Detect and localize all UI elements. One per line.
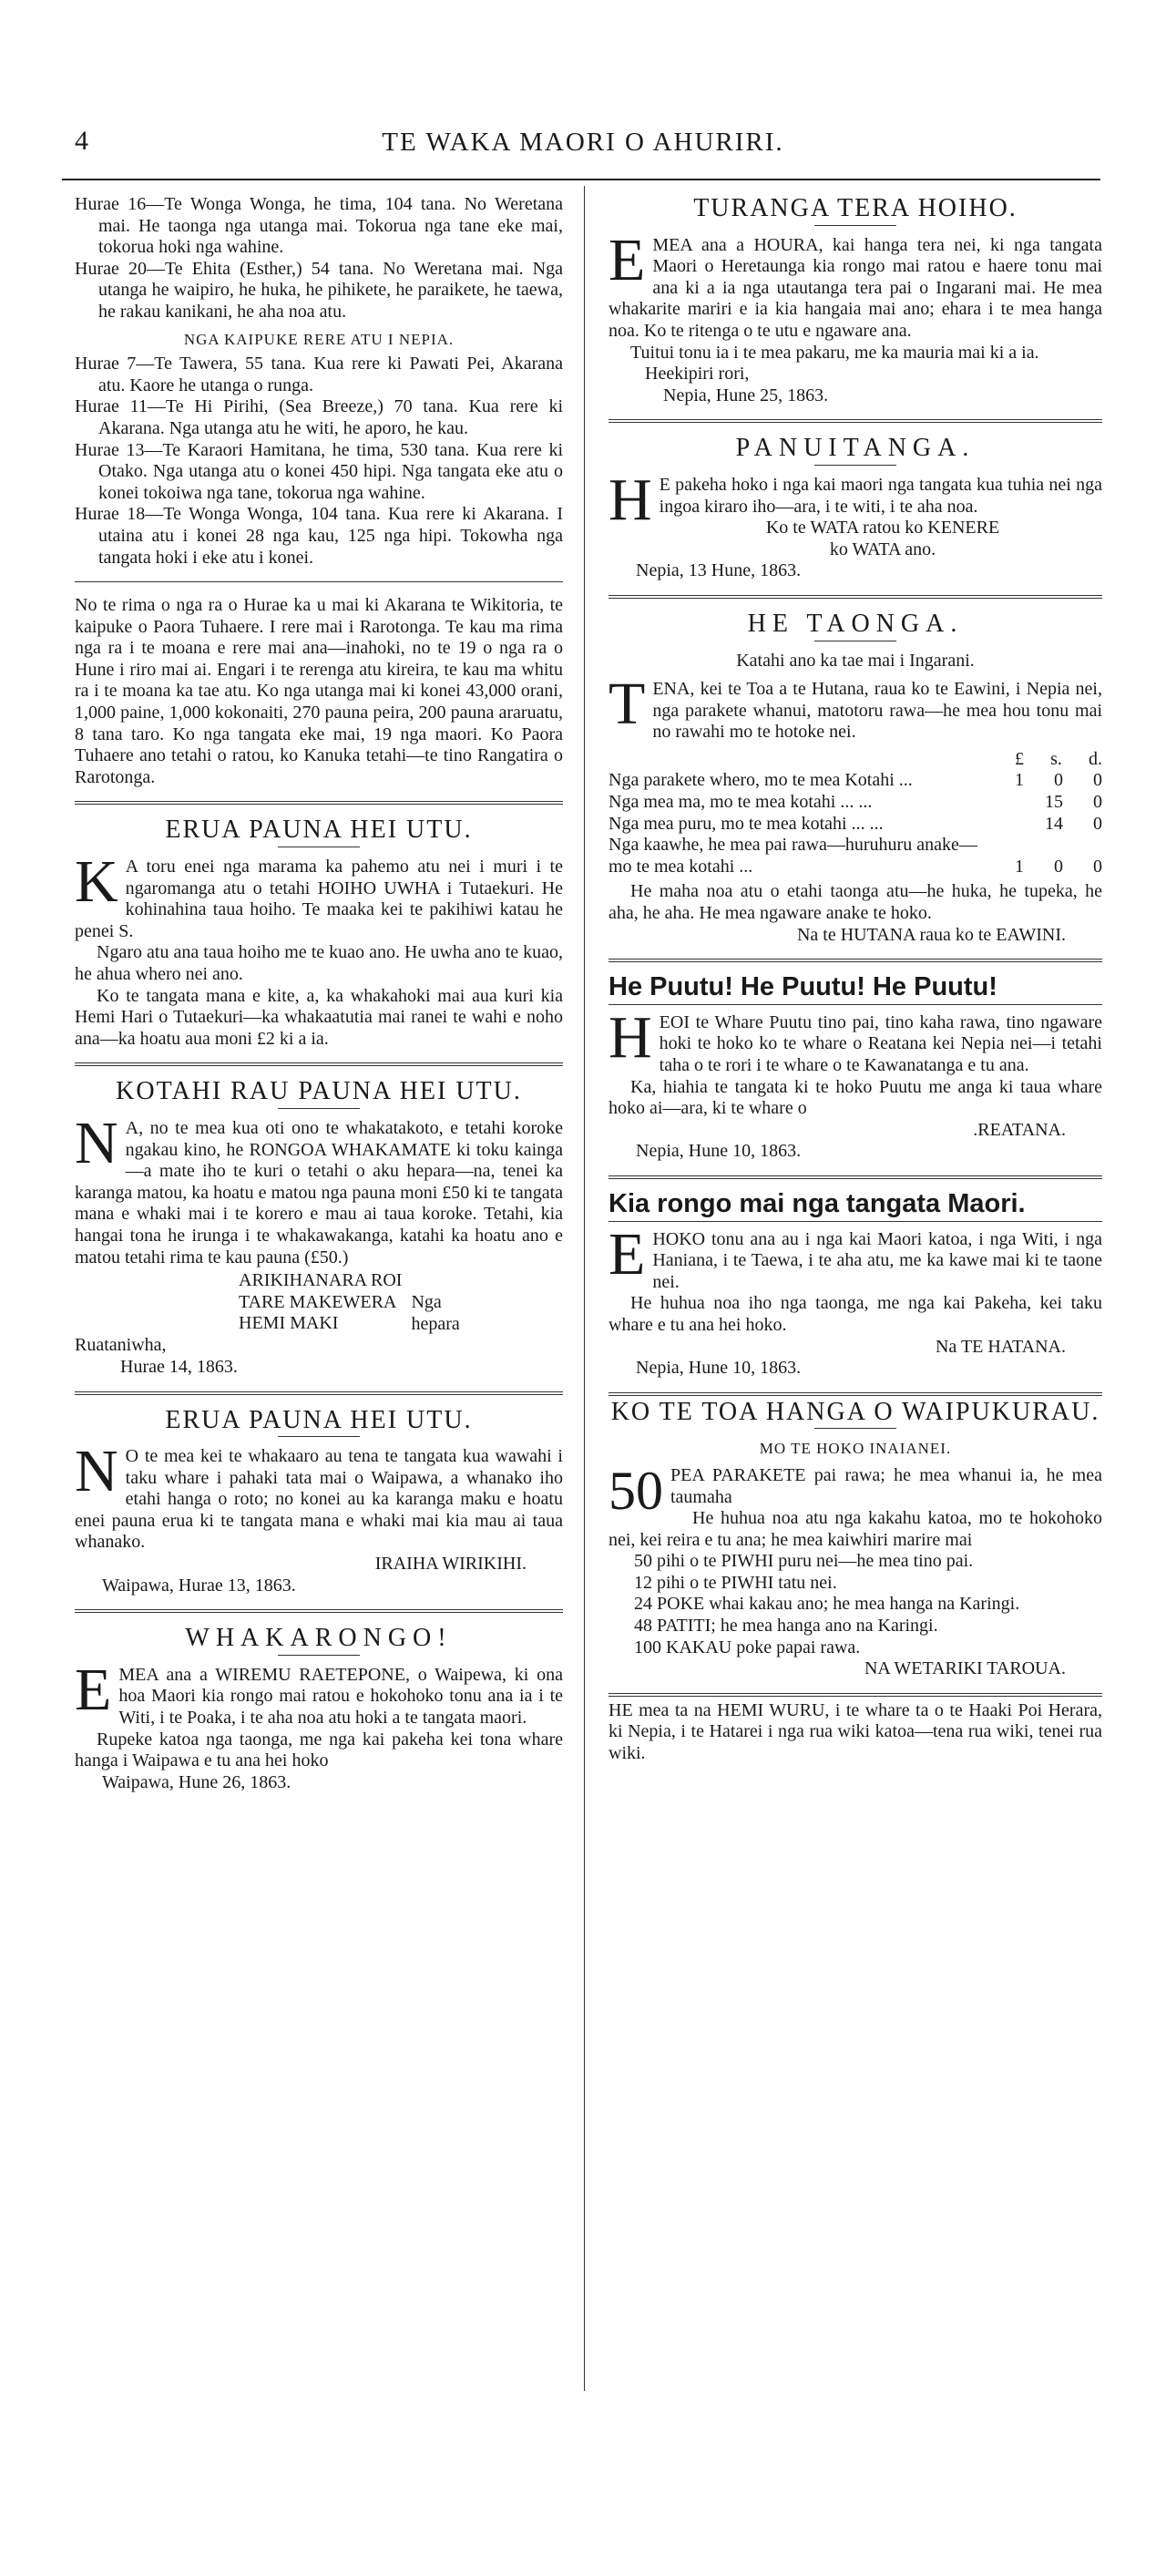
heading-dash <box>278 1436 360 1437</box>
heading-dash <box>814 1428 896 1429</box>
section-rule <box>609 1693 1102 1697</box>
price-item: Nga kaawhe, he mea pai rawa—huruhuru anake—mo te mea kotahi ... <box>609 835 977 877</box>
ad-signer: Na TE HATANA. <box>935 1336 1066 1357</box>
drop-cap: T <box>609 671 646 738</box>
signers-block <box>239 1270 563 1335</box>
section-rule <box>609 419 1102 423</box>
section-rule <box>75 1062 563 1066</box>
price-pence: 0 <box>1093 770 1102 791</box>
drop-cap: E <box>75 1656 112 1723</box>
printer-notice: HE mea ta na HEMI WURU, i te whare ta o te Haaki Poi Herara, ki Nepia, i te Hatarei i nga rua wiki katoa—tena rua wiki, tenei rua wiki. <box>609 1699 1102 1764</box>
ad-body: He maha noa atu o etahi taonga atu—he huka, he tupeka, he aha, he aha. He mea ngaware anake te hoko. <box>609 881 1102 924</box>
drop-cap: H <box>609 466 652 533</box>
ad-body: He huhua noa iho nga taonga, me nga kai Pakeha, kei taku whare e tu ana hei hoko. <box>609 1293 1102 1335</box>
ad-date: Nepia, Hune 25, 1863. <box>663 385 829 405</box>
drop-cap: N <box>75 1438 118 1505</box>
shipping-entry: Hurae 7—Te Tawera, 55 tana. Kua rere ki Pawati Pei, Akarana atu. Kaore he utanga o runga. <box>75 354 563 395</box>
ad-place: Ruataniwha, <box>75 1335 167 1356</box>
price-item: Nga mea puru, mo te mea kotahi ... ... <box>609 813 884 834</box>
drop-cap: H <box>609 1003 652 1071</box>
ad-subheading: Katahi ano ka tae mai i Ingarani. <box>736 650 975 671</box>
price-shillings: 0 <box>1054 770 1063 791</box>
ad-heading: Kia rongo mai nga tangata Maori. <box>609 1188 1026 1218</box>
ad-signer: NA WETARIKI TAROUA. <box>864 1658 1066 1679</box>
heading-dash <box>278 1108 360 1109</box>
ad-heading: He Puutu! He Puutu! He Puutu! <box>609 972 997 1002</box>
ad-signer: Heekipiri rori, <box>645 364 750 385</box>
price-row <box>609 792 1102 814</box>
price-row <box>609 770 1102 792</box>
list-item: 48 PATITI; he mea hanga ano na Karingi. <box>634 1616 938 1637</box>
section-rule <box>609 1175 1102 1179</box>
drop-cap: 50 <box>609 1460 663 1521</box>
ad-signer: .REATANA. <box>973 1119 1066 1140</box>
ad-heading: HE TAONGA. <box>747 609 964 638</box>
masthead: TE WAKA MAORI O AHURIRI. <box>382 128 784 157</box>
heading-dash <box>814 225 896 226</box>
ad-signer: ko WATA ano. <box>829 539 936 559</box>
ad-heading: KOTAHI RAU PAUNA HEI UTU. <box>116 1077 522 1106</box>
signer-role: hepara <box>411 1313 460 1334</box>
price-shillings: 0 <box>1054 856 1063 877</box>
ad-body: Ko te tangata mana e kite, a, ka whakahoki mai aua kuri kia Hemi Hari o Tutaekuri—ka whakaatutia mai ranei te wahi e noho ana—ka hoatu aua moni £2 ki a ia. <box>75 985 563 1049</box>
ad-subheading: MO TE HOKO INAIANEI. <box>759 1440 952 1458</box>
signer-name: HEMI MAKI <box>239 1313 339 1334</box>
heading-rule <box>609 1221 1102 1222</box>
news-paragraph: No te rima o nga ra o Hurae ka u mai ki Akarana te Wikitoria, te kaipuke o Paora Tuhaere. I rere mai i Rarotonga. Te kau ma rima nga ra i te moana e rere mai ana—inahoki, no te 19 o nga ra o Hune i riro mai ai. Engari i te rerenga atu kireira, te kau ma whitu ra i te moana ka tae atu. Ko nga utanga mai ki konei 43,000 orani, 1,000 paine, 1,000 kokonaiti, 270 pauna peira, 200 pauna araruatu, 8 tana taro. Ko nga tangata eke mai, 19 nga maori. Ko Paora Tuhaere ano tetahi o ratou, ko Kanuka tetahi—te tino Rangatira o Rarotonga. <box>75 595 563 787</box>
ad-date: Hurae 14, 1863. <box>120 1356 238 1377</box>
price-pence: 0 <box>1093 813 1102 834</box>
heading-dash <box>278 1655 360 1656</box>
ad-heading: KO TE TOA HANGA O WAIPUKURAU. <box>610 1397 1100 1426</box>
section-rule <box>609 595 1102 599</box>
section-rule <box>75 1391 563 1395</box>
left-column <box>75 194 563 1793</box>
currency-shilling: s. <box>1050 748 1062 769</box>
signer-name: TARE MAKEWERA <box>239 1291 397 1312</box>
price-shillings: 14 <box>1045 813 1063 834</box>
ad-signer: Na te HUTANA raua ko te EAWINI. <box>796 924 1066 945</box>
ad-date: Nepia, Hune 10, 1863. <box>636 1141 802 1162</box>
ad-body: A toru enei nga marama ka pahemo atu nei i muri i te ngaromanga atu o tetahi HOIHO UWHA i Tutaekuri. He kohinahina taua hoiho. Te maaka kei te pakihiwi katau he penei S. <box>75 857 563 941</box>
ad-body: ENA, kei te Toa a te Hutana, raua ko te Eawini, i Nepia nei, nga parakete whanui, matotoru rawa—he mea hou tonu mai no rawahi mo te hotoke nei. <box>652 679 1102 743</box>
signer-name: ARIKIHANARA ROI <box>239 1270 403 1291</box>
right-column <box>609 194 1102 1765</box>
heading-dash <box>814 465 896 466</box>
ad-body: E pakeha hoko i nga kai maori nga tangata kua tuhia nei nga ingoa kiraro iho—ara, i te witi, i te aha noa. <box>659 474 1102 517</box>
price-item: Nga parakete whero, mo te mea Kotahi ... <box>609 770 913 791</box>
ad-body: Ka, hiahia te tangata ki te hoko Puutu me anga ki taua whare hoko ai—ara, ki te whare o <box>609 1076 1102 1119</box>
section-rule <box>75 581 563 582</box>
price-pence: 0 <box>1093 792 1102 813</box>
shipping-out-heading: NGA KAIPUKE RERE ATU I NEPIA. <box>183 330 455 348</box>
shipping-entry: Hurae 18—Te Wonga Wonga, 104 tana. Kua rere ki Akarana. I utaina atu i konei 28 nga kau, 125 nga hipi. Tokowha nga tangata hoki i eke atu i konei. <box>75 504 563 568</box>
signer-role: Nga <box>411 1292 442 1313</box>
list-item: 24 POKE whai kakau ano; he mea hanga na Karingi. <box>634 1594 1020 1615</box>
ad-heading: ERUA PAUNA HEI UTU. <box>165 1405 473 1434</box>
currency-pence: d. <box>1088 748 1102 769</box>
ad-body: O te mea kei te whakaaro au tena te tangata kua wawahi i taku whare i pahaki tata mai o Waipawa, a whanako iho etahi hanga o roto; no konei au ka karanga maku e hoatu enei pauna erua ki te tangata mana e whaki mai kia mau ai taua whanako. <box>75 1446 563 1553</box>
ad-date: Waipawa, Hurae 13, 1863. <box>102 1575 296 1596</box>
ad-body: Ngaro atu ana taua hoiho me te kuao ano. He uwha ano te kuao, he ahua whero nei ano. <box>75 942 563 984</box>
ad-date: Nepia, 13 Hune, 1863. <box>636 560 802 581</box>
ad-heading: PANUITANGA. <box>735 434 976 463</box>
list-item: 12 pihi o te PIWHI tatu nei. <box>634 1572 837 1593</box>
ad-body: Rupeke katoa nga taonga, me nga kai pakeha kei tona whare hanga i Waipawa e tu ana hei hoko <box>75 1729 563 1771</box>
ad-heading: ERUA PAUNA HEI UTU. <box>165 816 473 845</box>
price-pence: 0 <box>1093 856 1102 877</box>
ad-body: MEA ana a WIREMU RAETEPONE, o Waipewa, ki ona hoa Maori kia rongo mai ratou e hokohoko tonu ana ia i te Witi, i te Poaka, i te aha noa atu hoki a te tangata maori. <box>118 1664 563 1729</box>
column-divider <box>584 186 585 2391</box>
drop-cap: E <box>609 226 646 293</box>
ad-signer: Ko te WATA ratou ko KENERE <box>765 518 1000 539</box>
ad-body: He huhua noa atu nga kakahu katoa, mo te hokohoko nei, kei reira e tu ana; he mea kaiwhiri marire mai <box>609 1508 1102 1550</box>
ad-body: MEA ana a HOURA, kai hanga tera nei, ki nga tangata Maori o Heretaunga kia rongo mai ratou e haere tonu mai ana ki a ia nga utautanga tera pai o Ingarani mai. He mea whakarite mariri e ia kia hangaia mai ano; ehara i te mea hanga noa. Ko te ritenga o te utu e ngaware ana. <box>609 234 1102 341</box>
ad-body: PEA PARAKETE pai rawa; he mea whanui ia, he mea taumaha <box>670 1464 1102 1507</box>
page-number: 4 <box>75 126 88 156</box>
section-rule <box>609 959 1102 962</box>
list-item: 50 pihi o te PIWHI puru nei—he mea tino pai. <box>634 1551 974 1572</box>
drop-cap: N <box>75 1109 118 1176</box>
price-pounds: 1 <box>1015 770 1024 791</box>
top-rule <box>62 179 1100 180</box>
ad-body: EOI te Whare Puutu tino pai, tino kaha rawa, tino ngaware hoki te hoko ko te whare o Reatana kei Nepia nei—i tetahi taha o te rori i te whare o te Kawanatanga e tu ana. <box>659 1011 1102 1075</box>
drop-cap: K <box>75 848 118 916</box>
shipping-entry: Hurae 16—Te Wonga Wonga, he tima, 104 tana. No Weretana mai. He taonga nga utanga mai. Tokorua nga tane eke mai, tokorua hoki nga wahine. <box>75 194 563 258</box>
heading-rule <box>609 1004 1102 1005</box>
shipping-entry: Hurae 13—Te Karaori Hamitana, he tima, 530 tana. Kua rere ki Otako. Nga utanga atu o konei 450 hipi. Nga tangata eke atu o konei tokoiwa nga tane, tokorua nga wahine. <box>75 439 563 503</box>
ad-body: HOKO tonu ana au i nga kai Maori katoa, i nga Witi, i nga Haniana, i te Taewa, i te aha atu, me ka kawe mai ki te taone nei. <box>652 1228 1102 1292</box>
ad-signer: IRAIHA WIRIKIHI. <box>374 1554 527 1575</box>
currency-pound: £ <box>1015 748 1024 769</box>
shipping-entry: Hurae 11—Te Hi Pirihi, (Sea Breeze,) 70 tana. Kua rere ki Akarana. Nga utanga atu he witi, he aporo, he kau. <box>75 396 563 438</box>
ad-date: Nepia, Hune 10, 1863. <box>636 1358 802 1379</box>
price-pounds: 1 <box>1015 856 1024 877</box>
ad-body: A, no te mea kua oti ono te whakatakoto, e tetahi koroke ngakau kino, he RONGOA WHAKAMATE ki toku kainga—a mate iho te kuri o tetahi o aku hepara—na, tenei ka karanga matou, ka hoatu e matou nga pauna moni £50 ki te tangata mana e whaki mai i te korero e mau ai taua koroke. Tetahi, kia hangai tona he irunga i te whakawakanga, katahi ka hoatu ano e matou tetahi rima te kau pauna (£50.) <box>75 1117 563 1267</box>
ad-heading: WHAKARONGO! <box>185 1624 453 1653</box>
section-rule <box>609 1392 1102 1396</box>
ad-heading: TURANGA TERA HOIHO. <box>693 194 1018 222</box>
section-rule <box>75 801 563 805</box>
ad-body: Tuitui tonu ia i te mea pakaru, me ka mauria mai ki a ia. <box>630 342 1039 363</box>
drop-cap: E <box>609 1220 646 1288</box>
ad-date: Waipawa, Hune 26, 1863. <box>102 1771 292 1792</box>
price-shillings: 15 <box>1045 792 1063 813</box>
section-rule <box>75 1609 563 1613</box>
currency-header <box>609 749 1102 771</box>
price-row <box>609 814 1102 836</box>
shipping-entry: Hurae 20—Te Ehita (Esther,) 54 tana. No Weretana mai. Nga utanga he waipiro, he huka, he pihikete, he paraikete, he taewa, he rakau kanikani, he aha noa atu. <box>75 258 563 322</box>
price-row <box>609 835 1102 877</box>
list-item: 100 KAKAU poke papai rawa. <box>634 1637 861 1657</box>
price-item: Nga mea ma, mo te mea kotahi ... ... <box>609 792 873 813</box>
